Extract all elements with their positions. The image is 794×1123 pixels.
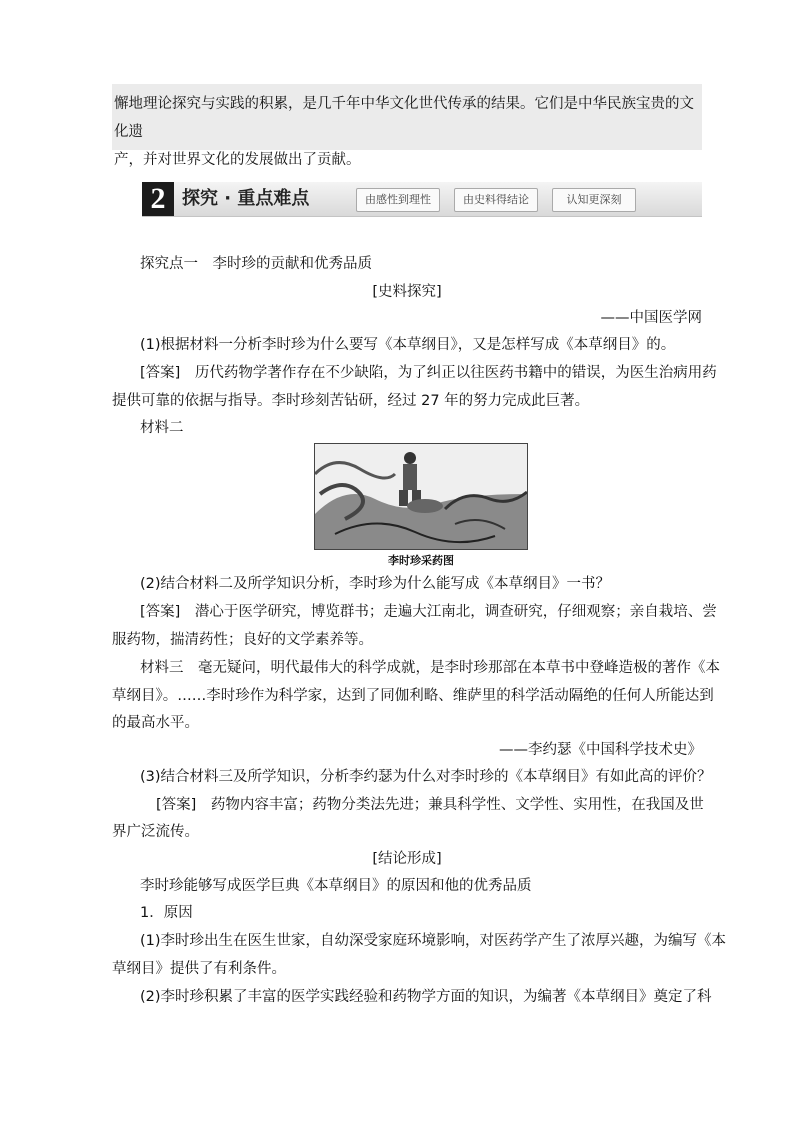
- material-2-label: 材料二: [140, 420, 184, 436]
- material-3-line-3: 的最高水平。: [112, 715, 199, 731]
- question-3: (3)结合材料三及所学知识，分析李约瑟为什么对李时珍的《本草纲目》有如此高的评价？: [140, 769, 712, 785]
- material-3-line-2: 草纲目》。……李时珍作为科学家，达到了同伽利略、维萨里的科学活动隔绝的任何人所能达到: [112, 688, 714, 704]
- figure-caption: 李时珍采药图: [388, 554, 454, 567]
- section-banner: [142, 182, 702, 217]
- reasons-label: 1．原因: [140, 905, 193, 921]
- question-1: (1)根据材料一分析李时珍为什么要写《本草纲目》，又是怎样写成《本草纲目》的。: [140, 337, 676, 353]
- answer-1-line-2: 提供可靠的依据与指导。李时珍刻苦钻研，经过 27 年的努力完成此巨著。: [112, 393, 590, 409]
- source-1: ——中国医学网: [600, 310, 702, 326]
- li-shizhen-illustration: [314, 443, 528, 550]
- answer-3-line-1: [答案] 药物内容丰富；药物分类法先进；兼具科学性、文学性、实用性，在我国及世: [156, 797, 704, 813]
- section-number: 2: [142, 182, 174, 216]
- illustration-drawing: [315, 444, 527, 549]
- intro-line-1: 懈地理论探究与实践的积累，是几千年中华文化世代传承的结果。它们是中华民族宝贵的文化遗: [114, 96, 694, 140]
- answer-2-line-2: 服药物，揣清药性；良好的文学素养等。: [112, 632, 373, 648]
- tag-perceptual-to-rational: 由感性到理性: [356, 188, 440, 212]
- section-title: 探究 · 重点难点: [182, 188, 310, 209]
- reason-1-line-2: 草纲目》提供了有利条件。: [112, 961, 286, 977]
- tag-deeper-cognition: 认知更深刻: [552, 188, 636, 212]
- answer-2-line-1: [答案] 潜心于医学研究，博览群书；走遍大江南北，调查研究，仔细观察；亲自栽培、尝: [140, 604, 717, 620]
- intro-line-2: 产，并对世界文化的发展做出了贡献。: [114, 152, 361, 168]
- conclusion-title: 李时珍能够写成医学巨典《本草纲目》的原因和他的优秀品质: [140, 878, 532, 894]
- intro-box: [112, 84, 702, 168]
- material-3-line-1: 材料三 毫无疑问，明代最伟大的科学成就，是李时珍那部在本草书中登峰造极的著作《本: [140, 660, 720, 676]
- point1-title: 探究点一 李时珍的贡献和优秀品质: [140, 256, 372, 272]
- shiliao-heading: [史料探究]: [372, 284, 442, 300]
- tag-evidence-to-conclusion: 由史料得结论: [454, 188, 538, 212]
- reason-1-line-1: (1)李时珍出生在医生世家，自幼深受家庭环境影响，对医药学产生了浓厚兴趣，为编写《本: [140, 933, 727, 949]
- reason-2-line-1: (2)李时珍积累了丰富的医学实践经验和药物学方面的知识，为编著《本草纲目》奠定了科: [140, 989, 712, 1005]
- answer-3-line-2: 界广泛流传。: [112, 824, 199, 840]
- source-3: ——李约瑟《中国科学技术史》: [499, 742, 702, 758]
- question-2: (2)结合材料二及所学知识分析，李时珍为什么能写成《本草纲目》一书？: [140, 576, 611, 592]
- answer-1-line-1: [答案] 历代药物学著作存在不少缺陷，为了纠正以往医药书籍中的错误，为医生治病用药: [140, 365, 717, 381]
- conclusion-heading: [结论形成]: [372, 851, 442, 867]
